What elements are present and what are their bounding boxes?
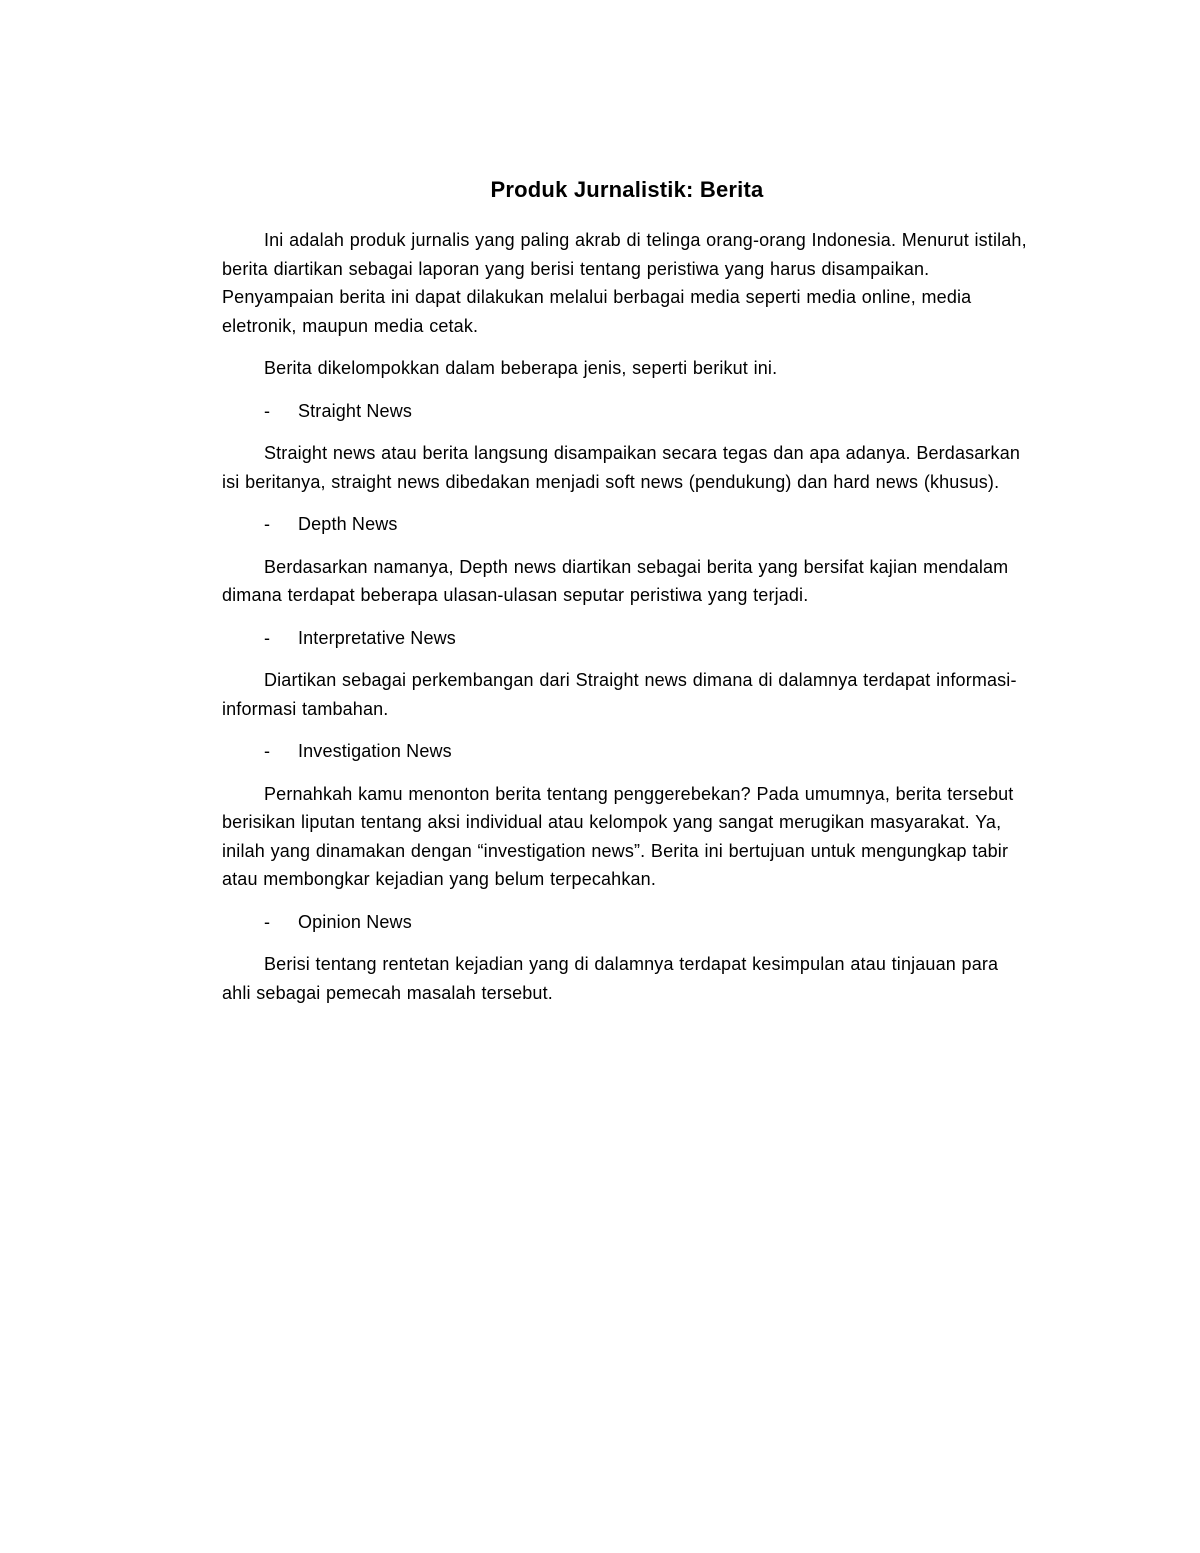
- list-item: [222, 624, 1032, 653]
- section-paragraph: Straight news atau berita langsung disampaikan secara tegas dan apa adanya. Berdasarkan isi beritanya, straight news dibedakan menjadi soft news (pendukung) dan hard news (khusus).: [222, 443, 1021, 492]
- section-heading: Interpretative News: [298, 627, 456, 648]
- bullet-marker: -: [264, 400, 271, 421]
- list-item: [222, 397, 1032, 426]
- section-paragraph: Pernahkah kamu menonton berita tentang penggerebekan? Pada umumnya, berita tersebut berisikan liputan tentang aksi individual atau kelompok yang sangat merugikan masyarakat. Ya, inilah yang dinamakan dengan “investigation news”. Berita ini bertujuan untuk mengungkap tabir atau membongkar kejadian yang belum terpecahkan.: [222, 783, 1014, 889]
- section-paragraph: Berdasarkan namanya, Depth news diartikan sebagai berita yang bersifat kajian mendalam dimana terdapat beberapa ulasan-ulasan seputar peristiwa yang terjadi.: [222, 556, 1009, 605]
- bullet-marker: -: [264, 514, 271, 534]
- lead-paragraph: Berita dikelompokkan dalam beberapa jenis, seperti berikut ini.: [264, 358, 778, 378]
- section-paragraph: Diartikan sebagai perkembangan dari Straight news dimana di dalamnya terdapat informasi-informasi tambahan.: [222, 670, 1017, 719]
- section-heading: Straight News: [298, 400, 412, 421]
- section-heading: Opinion News: [298, 911, 412, 932]
- document-title: Produk Jurnalistik: Berita: [490, 177, 764, 202]
- list-item: [222, 908, 1032, 937]
- list-item: [222, 737, 1032, 766]
- section-heading: Investigation News: [298, 741, 452, 761]
- list-item: [222, 510, 1032, 539]
- section-paragraph: Berisi tentang rentetan kejadian yang di dalamnya terdapat kesimpulan atau tinjauan para ahli sebagai pemecah masalah tersebut.: [222, 954, 999, 1003]
- intro-paragraph: Ini adalah produk jurnalis yang paling akrab di telinga orang-orang Indonesia. Menurut istilah, berita diartikan sebagai laporan yang berisi tentang peristiwa yang harus disampaikan. Penyampaian berita ini dapat dilakukan melalui berbagai media seperti media online, media eletronik, maupun media cetak.: [222, 230, 1027, 336]
- document-body: [222, 172, 1032, 1021]
- section-heading: Depth News: [298, 514, 398, 534]
- bullet-marker: -: [264, 741, 271, 761]
- bullet-marker: -: [264, 911, 271, 932]
- bullet-marker: -: [264, 627, 271, 648]
